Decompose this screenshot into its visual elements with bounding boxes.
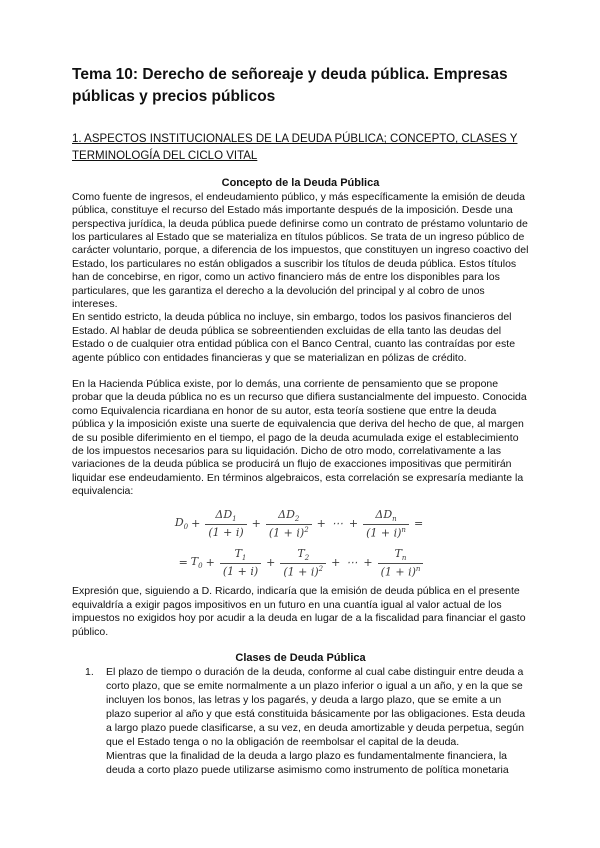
symbol-term: $T_0$	[190, 554, 203, 571]
equation-line-2	[72, 547, 529, 579]
subsection-heading-clases: Clases de Deuda Pública	[235, 652, 366, 664]
subsection-heading-concepto: Concepto de la Deuda Pública	[221, 177, 380, 190]
operator: +	[191, 517, 201, 531]
operator: +	[348, 517, 359, 531]
list-item-body	[106, 666, 529, 777]
operator: =	[178, 555, 188, 569]
operator: +	[266, 555, 276, 569]
fraction-term: $\frac{\Delta D_2}{(1 + i)^2}$	[266, 508, 312, 540]
section-heading: 1. ASPECTOS INSTITUCIONALES DE LA DEUDA PÚBLICA; CONCEPTO, CLASES Y TERMINOLOGÍA DEL CICLO VITAL	[72, 133, 518, 162]
operator: ⋯	[346, 555, 358, 569]
fraction-term: $\frac{T_2}{(1 + i)^2}$	[280, 547, 326, 579]
paragraph-concepto-3: En la Hacienda Pública existe, por lo demás, una corriente de pensamiento que se propone probar que la deuda pública no es un recurso que difiera sustancialmente del impuesto. Conocida como Equivalencia ricardiana en honor de su autor, esta teoría sostiene que entre la deuda pública y la imposición existe una suerte de equivalencia que deriva del hecho de que, al margen de su posible diferimiento en el tiempo, el pago de la deuda acumulada exige el establecimiento de los impuestos necesarios para su liquidación. Dicho de otro modo, correlativamente a las variaciones de la deuda pública se producirá un flujo de exacciones impositivas que permitirán liquidar ese endeudamiento. En términos algebraicos, esta correlación se expresaría mediante la equivalencia:	[72, 378, 527, 498]
paragraph-concepto-2: En sentido estricto, la deuda pública no incluye, sin embargo, todos los pasivos financieros del Estado. Al hablar de deuda pública se sobreentienden excluidas de ella tanto las deudas del Estado o de cualquier otra entidad pública con el Banco Central, cuanto las contraídas por este agente público con entidades financieras y que se materializan en pólizas de crédito.	[72, 311, 516, 364]
fraction-term: $\frac{T_n}{(1 + i)^n}$	[378, 547, 424, 579]
equation-block	[72, 508, 529, 579]
operator: =	[413, 517, 424, 531]
operator: +	[363, 555, 373, 569]
list-item-1	[72, 666, 529, 777]
list-item-continuation: Mientras que la finalidad de la deuda a largo plazo es fundamentalmente financiera, la deuda a corto plazo puede utilizarse asimismo como instrumento de política monetaria	[106, 749, 509, 776]
symbol-term: $D_0$	[174, 516, 189, 532]
fraction-term: $\frac{\Delta D_n}{(1 + i)^n}$	[363, 508, 409, 540]
document-title: Tema 10: Derecho de señoreaje y deuda pública. Empresas públicas y precios públicos	[72, 66, 508, 105]
list-item-text: El plazo de tiempo o duración de la deuda, conforme al cual cabe distinguir entre deuda a corto plazo, que se emite normalmente a un plazo inferior o igual a un año, y en la que se incluyen los bonos, las letras y los pagarés, y deuda a largo plazo, que se emite a un plazo superior al año y que está constituida básicamente por las obligaciones. Esta deuda a largo plazo puede clasificarse, a su vez, en deuda amortizable y deuda perpetua, según que el Estado tenga o no la obligación de reembolsar el capital de la deuda.	[106, 666, 526, 748]
operator: +	[316, 517, 326, 531]
operator: +	[251, 517, 261, 531]
list-item-number: 1.	[85, 666, 94, 679]
operator: +	[205, 555, 215, 569]
equation-line-1	[72, 508, 529, 540]
fraction-term: $\frac{\Delta D_1}{(1 + i)}$	[205, 508, 246, 539]
paragraph-concepto-1: Como fuente de ingresos, el endeudamiento público, y más específicamente la emisión de deuda pública, constituye el recurso del Estado más importante después de la imposición. Desde una perspectiva jurídica, la deuda pública puede definirse como un contrato de préstamo voluntario de los particulares al Estado que se materializa en títulos públicos. Se trata de un ingreso público de carácter voluntario, porque, a diferencia de los impuestos, que constituyen un ingreso coactivo del Estado, los particulares no están obligados a suscribir los títulos de deuda pública. Estos títulos han de concebirse, en rigor, como un activo financiero más de entre los disponibles para los particulares, que les garantiza el derecho a la devolución del principal y al cobro de unos intereses.	[72, 190, 529, 310]
operator: +	[331, 555, 341, 569]
operator: ⋯	[331, 517, 343, 531]
fraction-term: $\frac{T_1}{(1 + i)}$	[220, 547, 261, 578]
paragraph-concepto-4: Expresión que, siguiendo a D. Ricardo, indicaría que la emisión de deuda pública en el presente equivaldría a exigir pagos impositivos en un futuro en una cuantía igual al valor actual de los impuestos no exigidos hoy por acudir a la deuda en lugar de a la fiscalidad para financiar el gasto público.	[72, 585, 526, 638]
